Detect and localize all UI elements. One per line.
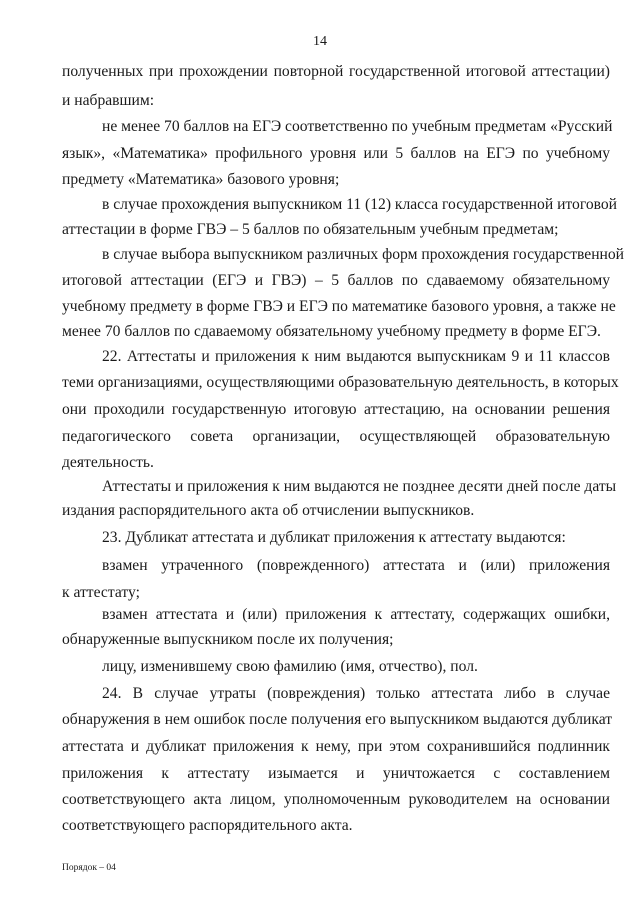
text-line-17: Аттестаты и приложения к ним выдаются не позднее десяти дней после даты bbox=[102, 478, 617, 495]
text-line-5: предмету «Математика» базового уровня; bbox=[62, 171, 340, 188]
text-line-26: обнаружения в нем ошибок после получения его выпускником выдаются дубликат bbox=[62, 711, 613, 728]
text-line-7: аттестации в форме ГВЭ – 5 баллов по обязательным учебным предметам; bbox=[62, 221, 559, 238]
footer-label: Порядок – 04 bbox=[62, 863, 116, 873]
text-line-9: итоговой аттестации (ЕГЭ и ГВЭ) – 5 баллов по сдаваемому обязательному bbox=[62, 272, 610, 289]
text-line-8: в случае выбора выпускником различных форм прохождения государственной bbox=[102, 246, 625, 263]
text-line-19: 23. Дубликат аттестата и дубликат приложения к аттестату выдаются: bbox=[102, 529, 566, 546]
text-line-28: приложения к аттестату изымается и уничтожается с составлением bbox=[62, 765, 610, 782]
text-line-23: обнаруженные выпускником после их получения; bbox=[62, 631, 394, 648]
text-line-20: взамен утраченного (поврежденного) аттестата и (или) приложения bbox=[102, 557, 610, 574]
text-line-24: лицу, изменившему свою фамилию (имя, отчество), пол. bbox=[102, 658, 478, 675]
text-line-22: взамен аттестата и (или) приложения к аттестату, содержащих ошибки, bbox=[102, 606, 610, 623]
text-line-25: 24. В случае утраты (повреждения) только аттестата либо в случае bbox=[102, 685, 610, 702]
text-line-10: учебному предмету в форме ГВЭ и ЕГЭ по математике базового уровня, а также не bbox=[62, 298, 616, 315]
text-line-13: теми организациями, осуществляющими образовательную деятельность, в которых bbox=[62, 374, 619, 391]
text-line-3: не менее 70 баллов на ЕГЭ соответственно по учебным предметам «Русский bbox=[102, 118, 613, 135]
text-line-12: 22. Аттестаты и приложения к ним выдаются выпускникам 9 и 11 классов bbox=[102, 348, 610, 365]
text-line-2: и набравшим: bbox=[62, 92, 155, 109]
text-line-21: к аттестату; bbox=[62, 584, 140, 601]
text-line-6: в случае прохождения выпускником 11 (12) класса государственной итоговой bbox=[102, 196, 618, 213]
text-line-27: аттестата и дубликат приложения к нему, при этом сохранившийся подлинник bbox=[62, 738, 610, 755]
text-line-15: педагогического совета организации, осуществляющей образовательную bbox=[62, 428, 610, 445]
text-line-1: полученных при прохождении повторной государственной итоговой аттестации) bbox=[62, 63, 610, 80]
text-line-30: соответствующего распорядительного акта. bbox=[62, 817, 353, 834]
text-line-4: язык», «Математика» профильного уровня или 5 баллов на ЕГЭ по учебному bbox=[62, 145, 610, 162]
text-line-14: они проходили государственную итоговую аттестацию, на основании решения bbox=[62, 401, 610, 418]
text-line-11: менее 70 баллов по сдаваемому обязательному учебному предмету в форме ЕГЭ. bbox=[62, 323, 601, 340]
text-line-16: деятельность. bbox=[62, 454, 154, 471]
page-number: 14 bbox=[313, 34, 327, 49]
text-line-29: соответствующего акта лицом, уполномоченным руководителем на основании bbox=[62, 791, 610, 808]
text-line-18: издания распорядительного акта об отчислении выпускников. bbox=[62, 502, 475, 519]
